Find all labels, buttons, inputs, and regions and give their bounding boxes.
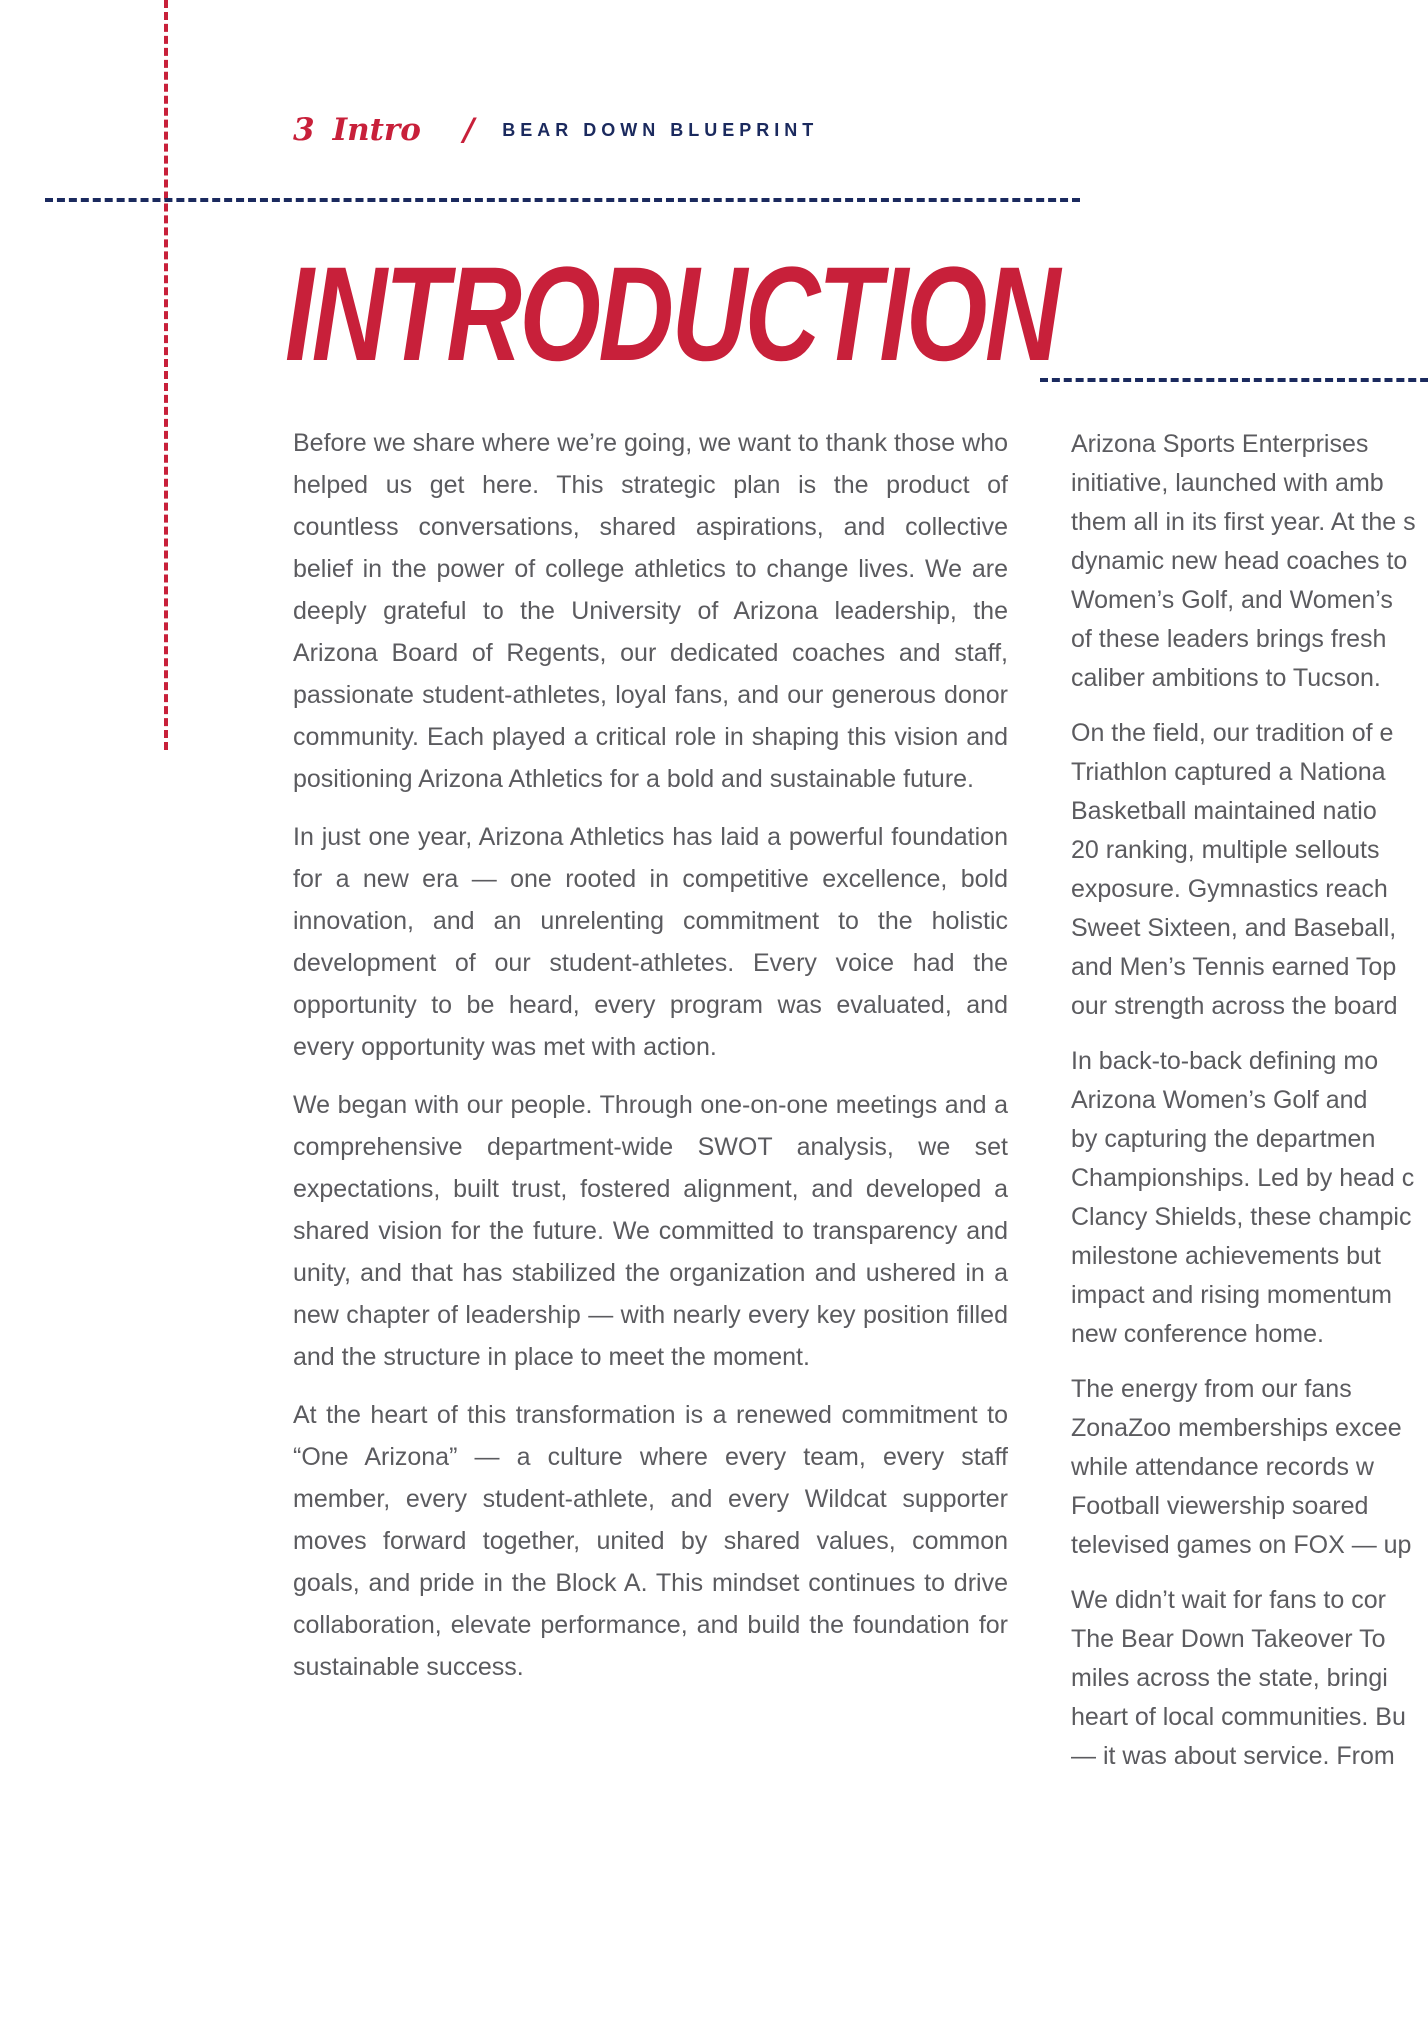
right-paragraph	[1071, 425, 1428, 698]
right-paragraph	[1071, 1581, 1428, 1776]
text-line: Championships. Led by head c	[1071, 1164, 1415, 1192]
paragraph: We began with our people. Through one-on-one meetings and a comprehensive department-wide SWOT analysis, we set expectations, built trust, fostered alignment, and developed a shared vision for the future. We committed to transparency and unity, and that has stabilized the organization and ushered in a new chapter of leadership — with nearly every key position filled and the structure in place to meet the moment.	[293, 1091, 1008, 1371]
section-name: Intro	[332, 112, 421, 148]
page-title: INTRODUCTION	[285, 240, 1059, 389]
text-line: Arizona Women’s Golf and	[1071, 1086, 1368, 1114]
vertical-dashed-rule	[164, 0, 168, 750]
text-line: new conference home.	[1071, 1320, 1324, 1348]
text-line: caliber ambitions to Tucson.	[1071, 664, 1381, 692]
text-line: Football viewership soared	[1071, 1492, 1369, 1520]
text-line: by capturing the departmen	[1071, 1125, 1376, 1153]
text-line: of these leaders brings fresh	[1071, 625, 1387, 653]
text-line: In back-to-back defining mo	[1071, 1047, 1379, 1075]
running-header	[293, 108, 818, 152]
paragraph: Before we share where we’re going, we want to thank those who helped us get here. This strategic plan is the product of countless conversations, shared aspirations, and collective belief in the power of college athletics to change lives. We are deeply grateful to the University of Arizona leadership, the Arizona Board of Regents, our dedicated coaches and staff, passionate student-athletes, loyal fans, and our generous donor community. Each played a critical role in shaping this vision and positioning Arizona Athletics for a bold and sustainable future.	[293, 429, 1008, 793]
text-line: Sweet Sixteen, and Baseball,	[1071, 914, 1397, 942]
text-line: Basketball maintained natio	[1071, 797, 1377, 825]
text-line: Women’s Golf, and Women’s	[1071, 586, 1393, 614]
right-column-dashed-rule	[1040, 378, 1428, 382]
right-paragraph	[1071, 1370, 1428, 1565]
document-title: BEAR DOWN BLUEPRINT	[502, 119, 819, 140]
text-line: them all in its first year. At the s	[1071, 508, 1416, 536]
text-line: impact and rising momentum	[1071, 1281, 1392, 1309]
text-line: milestone achievements but	[1071, 1242, 1381, 1270]
right-paragraph	[1071, 1042, 1428, 1354]
text-line: — it was about service. From	[1071, 1742, 1395, 1770]
right-text-column	[1071, 425, 1428, 1792]
text-line: initiative, launched with amb	[1071, 469, 1384, 497]
right-paragraph	[1071, 714, 1428, 1026]
text-line: Arizona Sports Enterprises	[1071, 430, 1369, 458]
page-number: 3	[293, 112, 315, 148]
text-line: and Men’s Tennis earned Top	[1071, 953, 1397, 981]
paragraph: In just one year, Arizona Athletics has laid a powerful foundation for a new era — one rooted in competitive excellence, bold innovation, and an unrelenting commitment to the holistic development of our student-athletes. Every voice had the opportunity to be heard, every program was evaluated, and every opportunity was met with action.	[293, 823, 1008, 1061]
text-line: dynamic new head coaches to	[1071, 547, 1408, 575]
paragraph: At the heart of this transformation is a renewed commitment to “One Arizona” — a culture where every team, every staff member, every student-athlete, and every Wildcat supporter moves forward together, united by shared values, common goals, and pride in the Block A. This mindset continues to drive collaboration, elevate performance, and build the foundation for sustainable success.	[293, 1401, 1008, 1681]
left-text-column	[293, 422, 1008, 1704]
header-separator: /	[462, 112, 475, 148]
text-line: televised games on FOX — up	[1071, 1531, 1412, 1559]
text-line: We didn’t wait for fans to cor	[1071, 1586, 1386, 1614]
text-line: miles across the state, bringi	[1071, 1664, 1388, 1692]
header-dashed-rule	[45, 198, 1080, 202]
text-line: Clancy Shields, these champic	[1071, 1203, 1412, 1231]
text-line: while attendance records w	[1071, 1453, 1374, 1481]
text-line: ZonaZoo memberships excee	[1071, 1414, 1402, 1442]
text-line: On the field, our tradition of e	[1071, 719, 1394, 747]
text-line: The Bear Down Takeover To	[1071, 1625, 1386, 1653]
text-line: 20 ranking, multiple sellouts	[1071, 836, 1380, 864]
text-line: Triathlon captured a Nationa	[1071, 758, 1386, 786]
text-line: our strength across the board	[1071, 992, 1398, 1020]
text-line: heart of local communities. Bu	[1071, 1703, 1406, 1731]
text-line: exposure. Gymnastics reach	[1071, 875, 1388, 903]
text-line: The energy from our fans	[1071, 1375, 1352, 1403]
